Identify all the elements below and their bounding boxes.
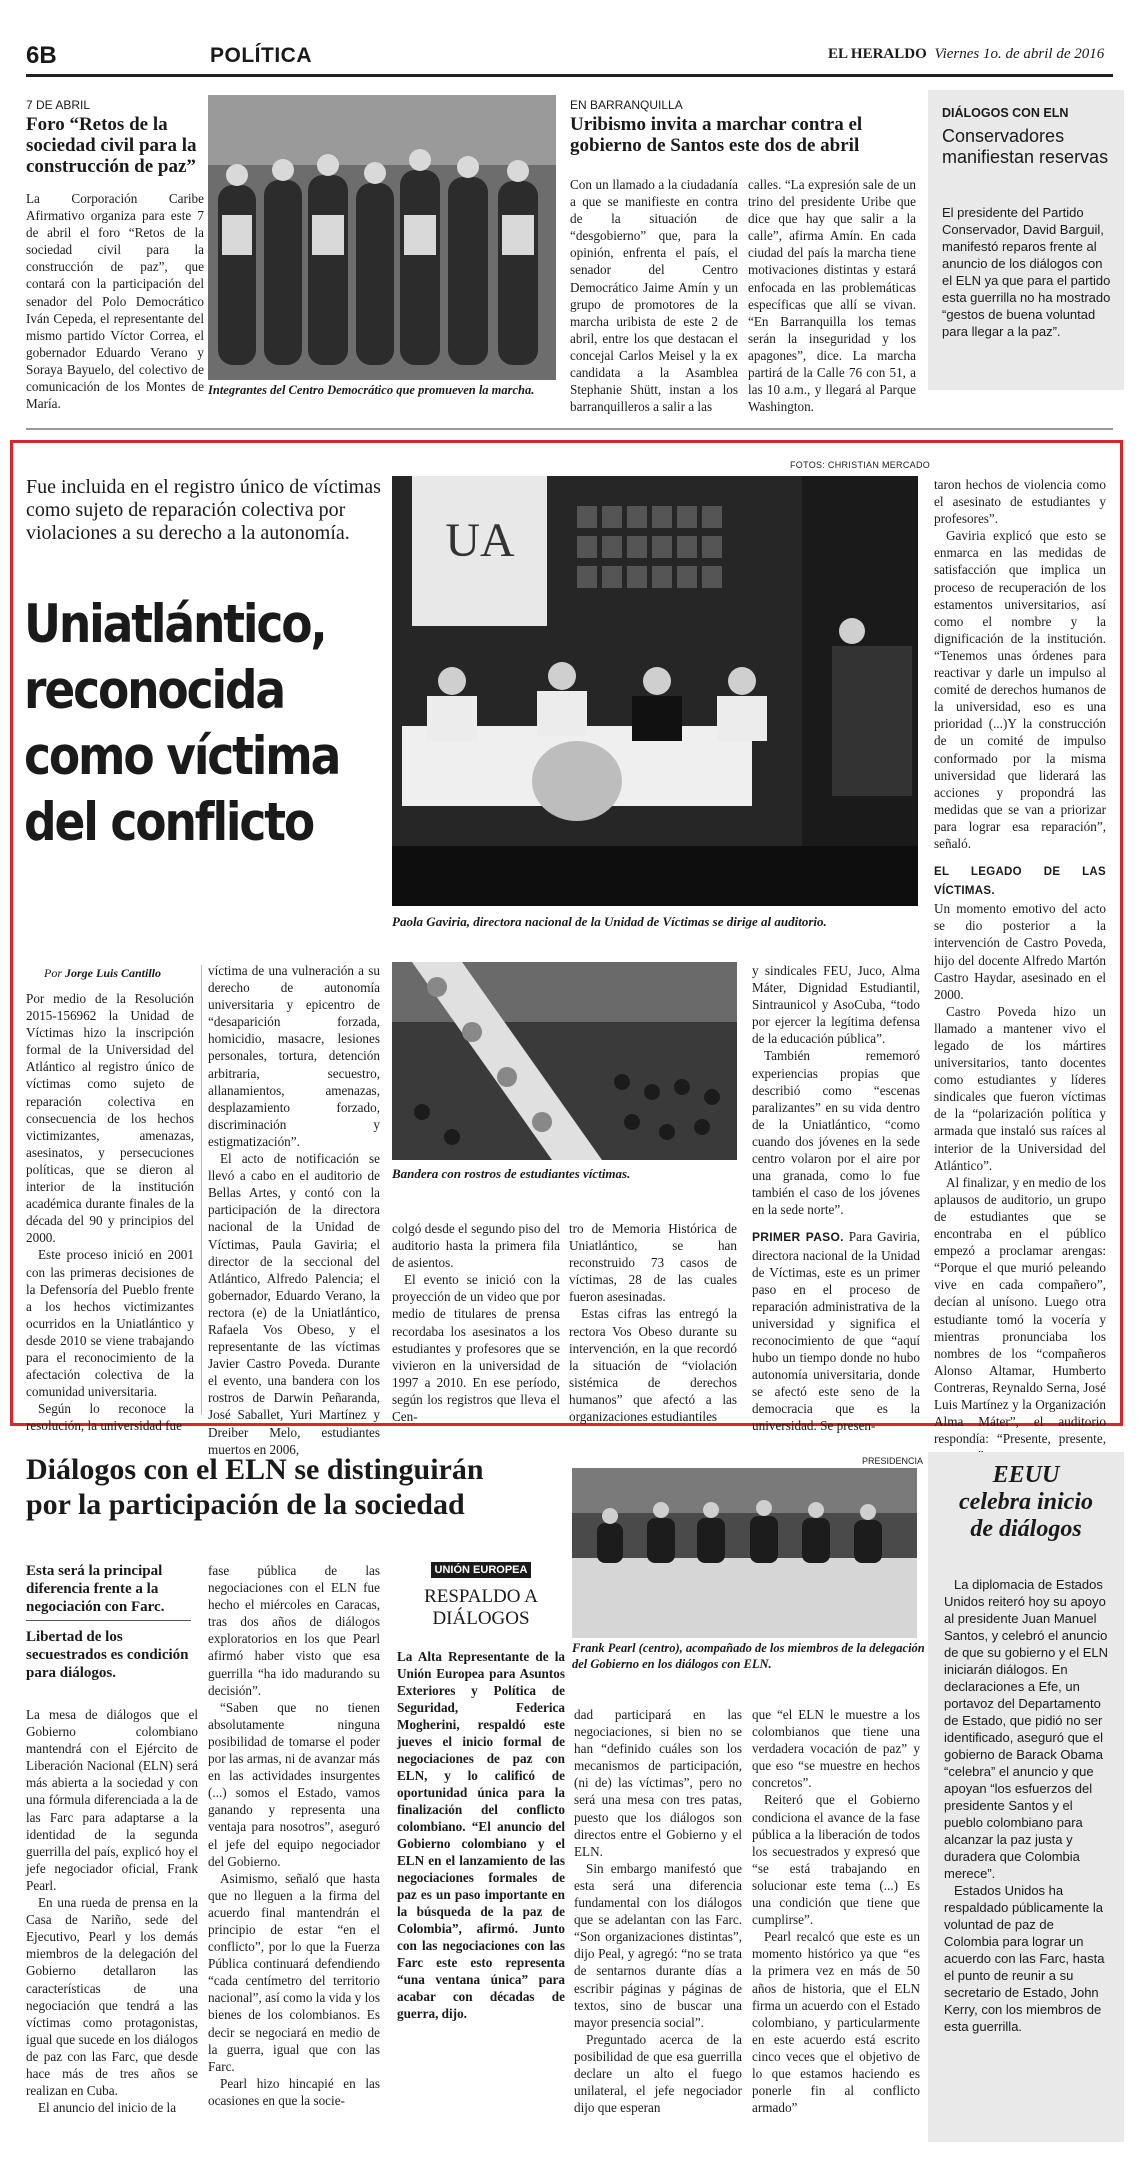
bottom-col-4: que “el ELN le muestre a los colombianos que tiene una verdadera vocación de paz” y que eso “se muestre en hechos concretos”. Reiteró que el Gobierno condiciona el avance de la fase pública a la liberación de todos los secuestrados y expresó que “se está trabajando en solucionar este tema (...) Es una condición que tiene que cumplirse”. Pearl recalcó que este es un momento histórico ya que “es la primera vez en más de 50 años de historia, que el ELN firma un acuerdo con el Estado colombiano, y particularmente en este acuerdo está escrito cinco veces que el objetivo de lo que estamos haciendo es ponerle fin al conflicto armado” xyxy=(752,1707,920,2116)
uribismo-kicker: EN BARRANQUILLA xyxy=(570,98,683,112)
uribismo-title: Uribismo invita a marchar contra el gobierno de Santos este dos de abril xyxy=(570,114,863,156)
primer-paso-text: Para Gaviria, directora nacional de la Unidad de Víctimas, este es un primer paso en el proceso de reparación administrativa de la universidad y significa el reconocimiento de que “aquí hubo un tiempo donde no hubo autonomía universitaria, donde se afectó este seno de la democracia que es la universidad. Se presen- xyxy=(752,1229,920,1434)
bottom-deck-1: Esta será la principal diferencia frente a la negociación con Farc. xyxy=(26,1563,165,1615)
paper-title: EL HERALDO xyxy=(828,46,927,62)
auditorium-photo xyxy=(392,476,918,906)
top-sidebar-title: Conservadores manifiestan reservas xyxy=(942,126,1109,167)
marcha-photo xyxy=(208,95,556,380)
paper-name xyxy=(828,46,1104,63)
main-col-4: tro de Memoria Histórica de Uniatlántico, se han reconstruido 73 casos de víctimas, 28 de las cuales fueron asesinadas. Estas cifras las entregó la rectora Vos Obeso durante su intervención, en la que recordó la situación de “violación sistémica de derechos humanos” que afectó a las organizaciones estudiantiles xyxy=(569,1221,737,1425)
bottom-deck-2: Libertad de los secuestrados es condición para diálogos. xyxy=(26,1629,189,1681)
top-bottom-rule xyxy=(26,428,1113,430)
bottom-headline-line-2: por la participación de la sociedad xyxy=(26,1488,465,1521)
ue-kicker: UNIÓN EUROPEA xyxy=(431,1562,531,1578)
ue-box xyxy=(397,1562,565,2022)
headline-line-3: como víctima xyxy=(24,726,340,787)
section-name: POLÍTICA xyxy=(210,44,312,67)
bottom-headline-line-1: Diálogos con el ELN se distinguirán xyxy=(26,1453,484,1486)
ue-body: La Alta Representante de la Unión Europea para Asuntos Exteriores y Política de Seguridad, Federica Mogherini, respaldó este jueves el inicio formal de negociaciones de paz con ELN, y lo calificó de oportunidad única para la finalización del conflicto colombiano. “El anuncio del Gobierno colombiano y el ELN en el lanzamiento de las negociaciones formales de paz es un paso importante en la búsqueda de la paz de Colombia”, afirmó. Junto con las negociaciones con las Farc este esto representa “una ventana única” para acabar con décadas de guerra, dijo. xyxy=(397,1649,565,2021)
headline-line-2: reconocida xyxy=(24,660,285,721)
bottom-col-3: dad participará en las negociaciones, si bien no se han “definido cuáles son los mecanismos de participación, (ni de) las víctimas”, pero no será una mesa con tres patas, puesto que los diálogos son directos entre el Gobierno y el ELN. Sin embargo manifestó que esta será una diferencia fundamental con los diálogos que se adelantan con las Farc. “Son organizaciones distintas”, dijo Peal, y agregó: “no se trata de sentarnos durante días a escribir páginas y páginas de textos, sino de buscar una mayor presencia social”. Preguntado acerca de la posibilidad de que esa guerrilla declare un alto el fuego unilateral, el jefe negociador dijo que esperan xyxy=(574,1707,742,2116)
byline-name: Jorge Luis Cantillo xyxy=(65,966,162,980)
issue-date: Viernes 1o. de abril de 2016 xyxy=(934,46,1105,62)
uribismo-col2: calles. “La expresión sale de un trino del presidente Uribe que dice que hay que salir a la calle”, afirma Amín. En cada ciudad del país la marcha tiene motivaciones distintas y estará enfocada en las problemáticas específicas que allí se vivan. “En Barranquilla los temas serán la inseguridad y los apagones”, dice. La marcha partirá de la Calle 76 con 51, a las 10 a.m., y llegará al Parque Washington. xyxy=(748,177,916,415)
main-col-3: colgó desde el segundo piso del auditorio hasta la primera fila de asientos. El evento se inició con la proyección de un video que por medio de titulares de prensa recordaba los asesinatos a los estudiantes y profesores que se vivieron en la universidad de 1997 a 2010. En ese período, según los registros que lleva el Cen- xyxy=(392,1221,560,1425)
marcha-photo-caption: Integrantes del Centro Democrático que promueven la marcha. xyxy=(208,383,535,397)
bottom-col-2: fase pública de las negociaciones con el ELN fue hecho el miércoles en Caracas, tras dos años de diálogos exploratorios en los que Pearl afirmó haber visto que esa guerrilla “ha ido madurando su decisión”. “Saben que no tienen absolutamente ninguna posibilidad de tomarse el poder por las armas, ni de avanzar más en las actividades insurgentes (...) somos el Estado, vamos ganando y representa una ventaja para nosotros”, aseguró el jefe del equipo negociador del Gobierno. Asimismo, señaló que hasta que no lleguen a la firma del acuerdo final mantendrán el principio de estar “en el conflicto”, por lo que la Fuerza Pública continuará defendiendo “cada centímetro del territorio nacional”, así como la vida y los bienes de los colombianos. Es decir se negociará en medio de la guerra, igual que con las Farc. Pearl hizo hincapié en las ocasiones en que la socie- xyxy=(208,1563,380,2108)
top-sidebar-kicker: DIÁLOGOS CON ELN xyxy=(942,106,1069,120)
eeuu-title-line-2: celebra inicio xyxy=(959,1489,1093,1515)
main-col-6: taron hechos de violencia como el asesinato de estudiantes y profesores”. Gaviria explicó que esto se enmarca en las medidas de satisfacción que implica un proceso de recuperación de los estamentos universitarios, así como el nombre y la dignificación de la institución. “Tenemos unas órdenes para reactivar y darle un impulso al comité de derechos humanos de la universidad, eso es una prioridad (...)Y la construcción de un comité de impulso conformado por la misma universidad que liderará las acciones y propondrá las medidas que se van a priorizar para lograr esa reparación”, señaló. EL LEGADO DE LAS VÍCTIMAS. Un momento emotivo del acto se dio posterior a la intervención de Castro Poveda, hijo del docente Alfredo Martón Castro Haydar, asesinado en el 2000. Castro Poveda hizo un llamado a mantener vivo el legado de los mártires universitarios, tanto docentes como estudiantes y líderes sindicales que fueron víctimas de la “polarización política y armada que instaló sus raíces al interior de la Universidad del Atlántico”. Al finalizar, y en medio de los aplausos de auditorio, un grupo de estudiantes que se encontraba en el público empezó a proclamar arengas: “Porque el que murió peleando vive en cada compañero”, decían al unísono. Luego otra estudiante tomó la vocería y mientras pronunciaba los nombres de los “compañeros Alonso Altamar, Humberto Contreras, Reynaldo Serna, José Luis Martínez y la Organización Alma Máter”, el auditorio respondía: “Presente, presente, xyxy=(934,477,1106,1447)
main-col-5: y sindicales FEU, Juco, Alma Máter, Dignidad Estudiantil, Sintraunicol y AsoCuba, “todo por ejercer la legítima defensa de la educación pública”. También rememoró experiencias propias que describió como “escenas paralizantes” en su vida dentro de la Uniatlántico, “como cuando dos jóvenes en la sede centro volaron por el aire por una granada, como lo fue también el caso de los jóvenes en la sede norte”. PRIMER PASO. Para Gaviria, directora nacional de la Unidad de Víctimas, este es un primer paso en el proceso de reparación administrativa de la universidad y significa el reconocimiento de que “aquí hubo un tiempo donde no hubo autonomía universitaria, donde se afectó este seno de la democracia que es la universidad. Se presen- xyxy=(752,963,920,1434)
foro-title: Foro “Retos de la sociedad civil para la construcción de paz” xyxy=(26,114,197,177)
bandera-photo-caption: Bandera con rostros de estudiantes víctimas. xyxy=(392,1166,631,1181)
byline-prefix: Por xyxy=(44,966,62,980)
stage-illustration xyxy=(392,476,918,906)
group-photo-illustration xyxy=(208,95,556,380)
eeuu-title-line-1: EEUU xyxy=(992,1462,1060,1488)
press-conference-illustration xyxy=(572,1468,917,1638)
page-number: 6B xyxy=(26,42,57,69)
bottom-col-1: La mesa de diálogos que el Gobierno colombiano mantendrá con el Ejército de Liberación Nacional (ELN) será más abierta a la sociedad y con una fórmula diferenciada a la de las Farc para adaptarse a la identidad de la segunda guerrilla del país, explicó hoy el jefe negociador oficial, Frank Pearl. En una rueda de prensa en la Casa de Nariño, sede del Ejecutivo, Pearl y los demás miembros de la delegación del Gobierno detallaron las características de una negociación que tendrá a las víctimas como protagonistas, igual que sucede en los diálogos de paz con las Farc, que desde hace más de tres años se realizan en Cuba. El anuncio del inicio de la xyxy=(26,1707,198,2116)
pearl-photo-caption: Frank Pearl (centro), acompañado de los miembros de la delegación del Gobierno en los diálogos con ELN. xyxy=(572,1641,925,1671)
eeuu-body: La diplomacia de Estados Unidos reiteró hoy su apoyo al presidente Juan Manuel Santos, y celebró el anuncio de que su gobierno y el ELN iniciarán diálogos. En declaraciones a Efe, un portavoz del Departamento de Estado, que pidió no ser identificado, aseguró que el gobierno de Barack Obama “celebra” el anuncio y que apoyan “los esfuerzos del presidente Santos y el pueblo colombiano para alcanzar la paz justa y duradera que Colombia merece”. Estados Unidos ha respaldado públicamente la voluntad de paz de Colombia para lograr un acuerdo con las Farc, hasta el punto de reunir a su secretario de Estado, John Kerry, con los miembros de esta guerrilla. xyxy=(944,1577,1109,2034)
auditorium-photo-caption: Paola Gaviria, directora nacional de la Unidad de Víctimas se dirige al auditorio. xyxy=(392,914,827,929)
deck-separator xyxy=(26,1620,191,1621)
pearl-photo xyxy=(572,1468,917,1638)
masthead-rule xyxy=(26,74,1113,77)
foro-kicker: 7 DE ABRIL xyxy=(26,98,91,112)
eeuu-title-line-3: de diálogos xyxy=(970,1516,1082,1542)
main-photo-credit: FOTOS: CHRISTIAN MERCADO xyxy=(790,460,931,470)
ue-title: RESPALDO A DIÁLOGOS xyxy=(424,1586,538,1629)
main-col-2: víctima de una vulneración a su derecho de autonomía universitaria y epicentro de “desaparición forzada, homicidio, masacre, lesiones personales, tortura, detención arbitraria, secuestro, allanamientos, amenazas, desplazamiento forzado, discriminación y estigmatización”. El acto de notificación se llevó a cabo en el auditorio de Bellas Artes, y contó con la participación de la directora nacional de la Unidad de Víctimas, Paula Gaviria; el director de la seccional del Atlántico, Alfredo Palencia; el gobernador, Eduardo Verano, la rectora (e) de la Uniatlántico, Rafaela Vos Obeso, y el representante de las víctimas Javier Castro Poveda. Durante el evento, una bandera con los rostros de Darwin Peñaranda, José Saballet, Yuri Martínez y Dreiber Melo, estudiantes muertos en 2006, xyxy=(208,963,380,1457)
bandera-photo xyxy=(392,962,737,1160)
byline xyxy=(44,966,161,981)
main-headline xyxy=(24,592,351,856)
headline-line-1: Uniatlántico, xyxy=(24,594,326,655)
flag-illustration xyxy=(392,962,737,1160)
foro-body: La Corporación Caribe Afirmativo organiza para este 7 de abril el foro “Retos de la sociedad civil para la construcción de paz”, que contará con la participación del senador del Polo Democrático Iván Cepeda, el representante del mismo partido Víctor Correa, el gobernador Eduardo Verano y Soraya Bayuelo, del colectivo de comunicación de los Montes de María. xyxy=(26,191,204,412)
top-sidebar-body: El presidente del Partido Conservador, David Barguil, manifestó reparos frente al anuncio de los diálogos con el ELN ya que para el partido esta guerrilla no ha mostrado “gestos de buena voluntad para llegar a la paz”. xyxy=(942,205,1111,339)
legado-kicker: EL LEGADO DE LAS VÍCTIMAS. xyxy=(934,866,1106,898)
uribismo-col1: Con un llamado a la ciudadanía a que se manifieste en contra de la situación de “desgobierno” que, para la opinión, enfrenta el país, el senador del Centro Democrático Jaime Amín y un grupo de promotores de la marcha uribista de este 2 de abril, entre los que destacan el concejal Carlos Meisel y la ex candidata a la Asamblea Stephanie Shütt, instan a los barranquilleros a salir a las xyxy=(570,177,738,415)
bottom-photo-credit: PRESIDENCIA xyxy=(862,1456,924,1466)
col-divider xyxy=(201,965,202,1415)
headline-line-4: del conflicto xyxy=(24,792,314,853)
primer-paso-kicker: PRIMER PASO. xyxy=(752,1230,844,1245)
eeuu-title xyxy=(928,1462,1124,1543)
main-deck: Fue incluida en el registro único de víctimas como sujeto de reparación colectiva por violaciones a su derecho a la autonomía. xyxy=(26,476,381,544)
svg-text:UA: UA xyxy=(445,514,515,567)
main-col-1: Por medio de la Resolución 2015-156962 la Unidad de Víctimas hizo la inscripción formal de la Universidad del Atlántico al registro único de víctimas como sujeto de reparación colectiva en consecuencia de los hechos victimizantes, amenazas, asesinatos, y persecuciones políticas, que se dieron al interior de la institución académica durante finales de la década del 90 y principios del 2000. Este proceso inició en 2001 con las primeras decisiones de la Defensoría del Pueblo frente a los hechos victimizantes ocurridos en la Uniatlántico y desde 2010 se viene trabajando para el reconocimiento de la afectación colectiva de la comunidad universitaria. Según lo reconoce la resolución, la universidad fue xyxy=(26,991,194,1434)
bottom-headline xyxy=(26,1452,586,1522)
